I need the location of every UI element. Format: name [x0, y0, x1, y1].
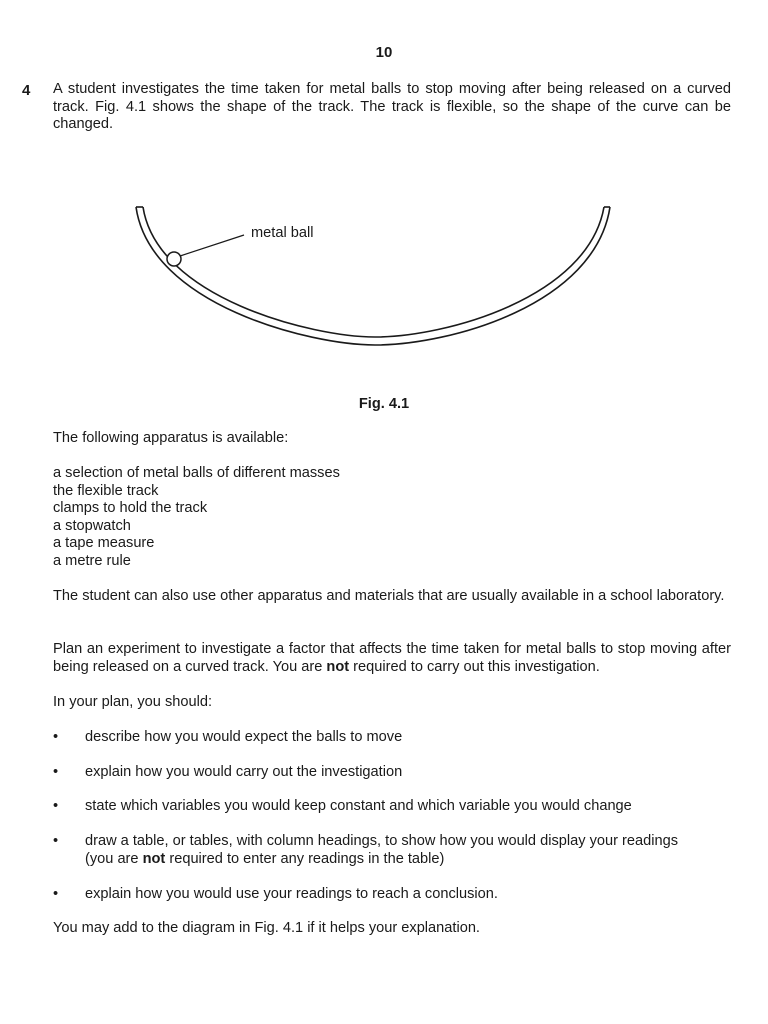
ball-leader-line	[180, 235, 244, 256]
apparatus-heading: The following apparatus is available:	[53, 430, 289, 446]
bullet-symbol: •	[53, 729, 59, 745]
bullet-text: explain how you would carry out the investigation	[85, 764, 403, 780]
track-inner-edge	[143, 207, 604, 337]
bullet-symbol: •	[53, 798, 59, 814]
apparatus-item: a stopwatch	[53, 517, 131, 534]
footer-note: You may add to the diagram in Fig. 4.1 if it helps your explanation.	[53, 920, 480, 936]
question-intro: A student investigates the time taken for metal balls to stop moving after being released on a curved track. Fig. 4.1 shows the shape of the track. The track is flexible, so the shape of the curve can be changed.	[53, 81, 731, 133]
bullet-symbol: •	[53, 764, 59, 780]
plan-text: Plan an experiment to investigate a factor that affects the time taken for metal balls to stop moving after being released on a curved track. You are	[53, 641, 731, 675]
metal-ball-label: metal ball	[251, 225, 314, 241]
figure-caption: Fig. 4.1	[358, 396, 410, 412]
bullet-text	[85, 833, 745, 868]
plan-paragraph	[53, 641, 731, 676]
plan-emphasis: not	[326, 658, 350, 675]
instructions-heading: In your plan, you should:	[53, 694, 213, 710]
bullet-emphasis: not	[142, 850, 166, 867]
bullet-line	[85, 851, 745, 869]
bullet-line-text-end: required to enter any readings in the table)	[165, 850, 445, 867]
bullet-symbol: •	[53, 833, 59, 849]
bullet-line: draw a table, or tables, with column headings, to show how you would display your readings	[85, 833, 678, 849]
bullet-line-text: (you are	[85, 850, 143, 867]
bullet-text: explain how you would use your readings to reach a conclusion.	[85, 886, 498, 902]
curved-track-diagram	[120, 195, 630, 355]
apparatus-item: clamps to hold the track	[53, 500, 208, 517]
apparatus-item: a selection of metal balls of different masses	[53, 465, 340, 481]
bullet-text: state which variables you would keep constant and which variable you would change	[85, 798, 632, 814]
metal-ball	[167, 252, 181, 266]
plan-text-end: required to carry out this investigation.	[349, 658, 600, 675]
apparatus-item: a tape measure	[53, 535, 155, 552]
bullet-symbol: •	[53, 886, 59, 902]
bullet-text: describe how you would expect the balls to move	[85, 729, 403, 745]
apparatus-item: the flexible track	[53, 482, 159, 499]
question-number: 4	[22, 82, 31, 99]
page-number: 10	[375, 44, 393, 61]
apparatus-list	[53, 465, 731, 571]
track-outer-edge	[136, 207, 610, 345]
other-apparatus-paragraph: The student can also use other apparatus and materials that are usually available in a school laboratory.	[53, 588, 725, 604]
apparatus-item: a metre rule	[53, 552, 131, 569]
figure-curved-track	[120, 195, 630, 355]
